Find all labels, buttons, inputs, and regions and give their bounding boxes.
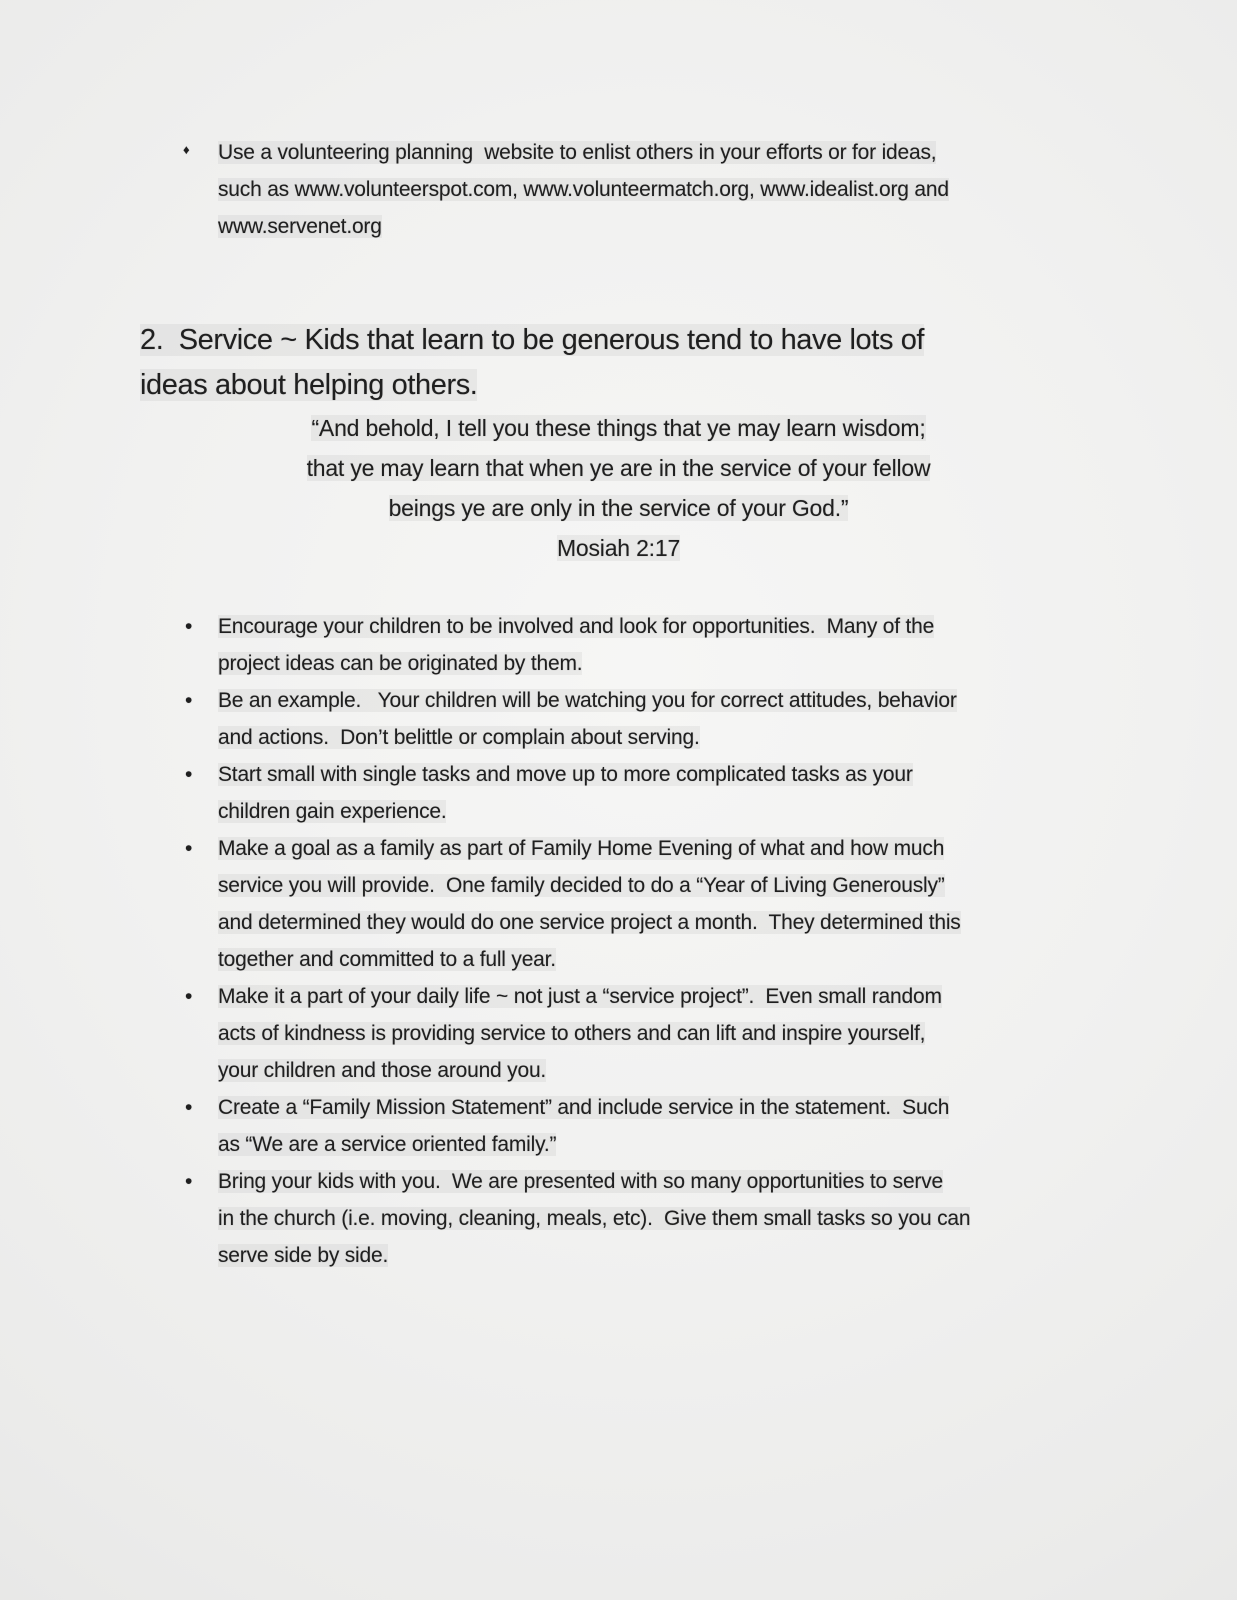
scripture-quote — [140, 408, 1097, 568]
section-heading-text: 2. Service ~ Kids that learn to be generous tend to have lots of ideas about helping others. — [140, 324, 925, 401]
scripture-quote-text: “And behold, I tell you these things that ye may learn wisdom; that ye may learn that when ye are in the service of your fellow beings ye are only in the service of your God.” — [306, 415, 931, 521]
list-item-text: Create a “Family Mission Statement” and include service in the statement. Such as “We are a service oriented family.” — [218, 1096, 950, 1156]
bullet-icon: • — [185, 837, 193, 860]
section-heading — [140, 318, 924, 408]
bullet-icon: • — [185, 985, 193, 1008]
list-item — [185, 756, 970, 830]
list-item-text: Make a goal as a family as part of Family Home Evening of what and how much service you will provide. One family decided to do a “Year of Living Generously” and determined they would do one service project a month. They determined this together and committed to a full year. — [218, 837, 961, 971]
list-item — [185, 1163, 971, 1274]
intro-bullet-text: Use a volunteering planning website to enlist others in your efforts or for ideas, such as www.volunteerspot.com, www.volunteermatch.org, www.idealist.org and www.servenet.org — [218, 141, 949, 238]
intro-bullet-item — [183, 134, 949, 245]
scripture-citation: Mosiah 2:17 — [556, 535, 681, 561]
list-item-text: Bring your kids with you. We are presented with so many opportunities to serve in the church (i.e. moving, cleaning, meals, etc). Give them small tasks so you can serve side by side. — [218, 1170, 971, 1267]
bullet-icon: • — [185, 1170, 193, 1193]
list-item — [185, 608, 970, 682]
list-item-text: Make it a part of your daily life ~ not just a “service project”. Even small random acts of kindness is providing service to others and can lift and inspire yourself, your children and those around you. — [218, 985, 942, 1082]
bullet-icon: • — [185, 689, 193, 712]
bullet-icon: • — [185, 615, 193, 638]
list-item-text: Encourage your children to be involved and look for opportunities. Many of the project ideas can be originated by them. — [218, 615, 935, 675]
list-item — [185, 1089, 970, 1163]
service-tips-list — [185, 608, 971, 1274]
list-item — [185, 682, 970, 756]
list-item-text: Be an example. Your children will be watching you for correct attitudes, behavior and actions. Don’t belittle or complain about serving. — [218, 689, 957, 749]
list-item — [185, 978, 970, 1089]
diamond-bullet-icon: ♦ — [183, 142, 190, 157]
list-item-text: Start small with single tasks and move up to more complicated tasks as your children gain experience. — [218, 763, 913, 823]
bullet-icon: • — [185, 1096, 193, 1119]
list-item — [185, 830, 970, 978]
bullet-icon: • — [185, 763, 193, 786]
